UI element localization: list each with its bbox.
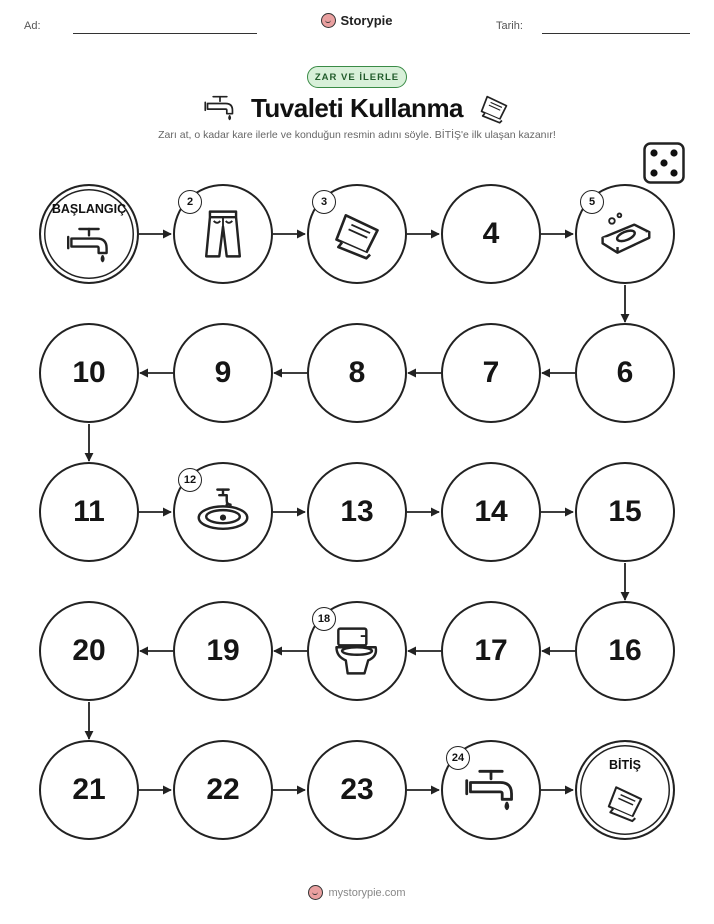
- name-label: Ad:: [24, 20, 41, 32]
- cell-8: [307, 323, 407, 423]
- instructions: Zarı at, o kadar kare ilerle ve konduğun resmin adını söyle. BİTİŞ'e ilk ulaşan kazanır!: [158, 129, 556, 141]
- start-label: BAŞLANGIÇ: [51, 202, 127, 216]
- cell-3: [307, 184, 407, 284]
- cell-13: [307, 462, 407, 562]
- cell-number: 16: [608, 634, 642, 667]
- activity-badge: ZAR VE İLERLE: [307, 66, 407, 88]
- date-label: Tarih:: [496, 20, 523, 32]
- cell-22: [173, 740, 273, 840]
- cell-number: 11: [73, 495, 105, 528]
- cell-number: 22: [206, 773, 240, 806]
- cell-4: [441, 184, 541, 284]
- cell-number: 13: [340, 495, 374, 528]
- cell-number-badge: 2: [178, 190, 202, 214]
- footer-url: mystorypie.com: [328, 886, 406, 899]
- cell-number: 15: [608, 495, 642, 528]
- brand-name: Storypie: [340, 13, 393, 28]
- faucet-icon: [65, 221, 113, 269]
- start-cell: [39, 184, 139, 284]
- cell-number: 23: [340, 773, 374, 806]
- footer: [0, 885, 714, 900]
- cell-11: [39, 462, 139, 562]
- cell-10: [39, 323, 139, 423]
- cell-19: [173, 601, 273, 701]
- cell-number: 8: [348, 356, 366, 389]
- cell-2: [173, 184, 273, 284]
- finish-cell: [575, 740, 675, 840]
- page-title: Tuvaleti Kullanma: [250, 92, 464, 123]
- mascot-icon: [308, 885, 323, 900]
- cell-24: [441, 740, 541, 840]
- sink-icon: [195, 484, 251, 540]
- cell-number-badge: 5: [580, 190, 604, 214]
- cell-16: [575, 601, 675, 701]
- cell-18: [307, 601, 407, 701]
- pants-icon: [195, 206, 251, 262]
- cell-number: 7: [482, 356, 500, 389]
- cell-14: [441, 462, 541, 562]
- cell-number-badge: 12: [178, 468, 202, 492]
- toilet-icon: [329, 623, 385, 679]
- cell-20: [39, 601, 139, 701]
- soap-icon: [597, 206, 653, 262]
- cell-number: 17: [474, 634, 508, 667]
- cell-5: [575, 184, 675, 284]
- cell-6: [575, 323, 675, 423]
- cell-number: 6: [616, 356, 634, 389]
- cell-number-badge: 18: [312, 607, 336, 631]
- cell-21: [39, 740, 139, 840]
- finish-label: BİTİŞ: [609, 758, 641, 772]
- cell-number: 14: [474, 495, 508, 528]
- cell-number-badge: 3: [312, 190, 336, 214]
- cell-number: 10: [72, 356, 106, 389]
- cell-number: 20: [72, 634, 106, 667]
- cell-23: [307, 740, 407, 840]
- cell-number: 4: [482, 217, 500, 250]
- cell-number: 21: [72, 773, 106, 806]
- cell-number-badge: 24: [446, 746, 470, 770]
- cell-15: [575, 462, 675, 562]
- cell-number: 9: [214, 356, 232, 389]
- cell-number: 19: [206, 634, 240, 667]
- cell-12: [173, 462, 273, 562]
- toilet-paper-icon: [329, 206, 385, 262]
- cell-17: [441, 601, 541, 701]
- cell-7: [441, 323, 541, 423]
- faucet-icon: [463, 762, 519, 818]
- cell-9: [173, 323, 273, 423]
- toilet-paper-icon: [603, 780, 647, 824]
